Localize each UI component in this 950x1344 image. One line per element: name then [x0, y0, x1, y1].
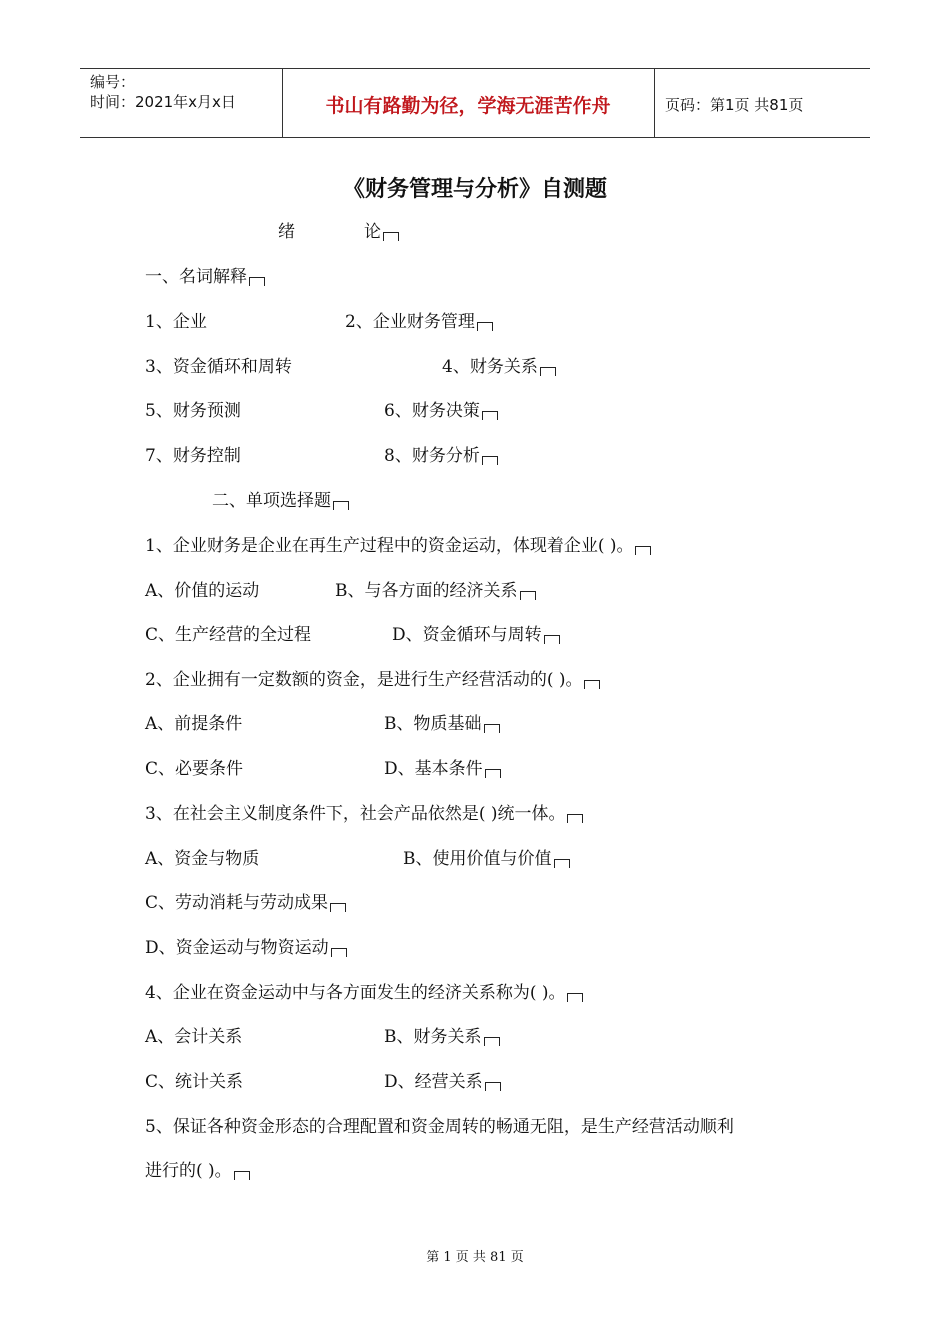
header-page-info: 页码：第1页 共81页 [665, 96, 804, 114]
document-time-label: 时间：2021年x月x日 [90, 93, 236, 111]
paragraph-mark-icon [567, 993, 583, 1002]
paragraph-mark-icon [485, 769, 501, 778]
paragraph-mark-icon [485, 1082, 501, 1091]
part2-heading: 二、单项选择题 [212, 490, 349, 512]
paragraph-mark-icon [484, 1037, 500, 1046]
page-footer: 第 1 页 共 81 页 [426, 1250, 524, 1265]
option-item: A、会计关系 [145, 1027, 243, 1047]
header-motto-cell [282, 69, 655, 137]
term-item: 6、财务决策 [384, 400, 498, 422]
option-item: D、资金循环与周转 [392, 624, 560, 646]
option-item: A、前提条件 [145, 714, 243, 734]
option-item: C、统计关系 [145, 1072, 244, 1092]
paragraph-mark-icon [234, 1171, 250, 1180]
option-item: D、资金运动与物资运动 [145, 937, 347, 959]
document-header [80, 68, 870, 138]
option-item: B、物质基础 [384, 713, 500, 735]
option-item: B、与各方面的经济关系 [335, 580, 536, 602]
question-stem: 4、企业在资金运动中与各方面发生的经济关系称为( )。 [145, 982, 583, 1004]
term-item: 7、财务控制 [145, 446, 241, 466]
paragraph-mark-icon [482, 411, 498, 420]
paragraph-mark-icon [482, 456, 498, 465]
term-item: 2、企业财务管理 [345, 311, 493, 333]
term-item: 1、企业 [145, 312, 207, 332]
paragraph-mark-icon [554, 859, 570, 868]
term-item: 5、财务预测 [145, 401, 241, 421]
paragraph-mark-icon [635, 546, 651, 555]
option-item: D、基本条件 [384, 758, 501, 780]
paragraph-mark-icon [484, 724, 500, 733]
question-stem-continued: 进行的( )。 [145, 1160, 250, 1182]
paragraph-mark-icon [249, 277, 265, 286]
header-motto: 书山有路勤为径，学海无涯苦作舟 [325, 95, 611, 117]
paragraph-mark-icon [584, 680, 600, 689]
paragraph-mark-icon [520, 591, 536, 600]
paragraph-mark-icon [330, 903, 346, 912]
option-item: A、价值的运动 [145, 581, 260, 601]
option-item: C、必要条件 [145, 759, 244, 779]
section-heading-right: 论 [364, 221, 399, 243]
paragraph-mark-icon [333, 501, 349, 510]
paragraph-mark-icon [477, 322, 493, 331]
term-item: 3、资金循环和周转 [145, 357, 292, 377]
question-stem: 3、在社会主义制度条件下，社会产品依然是( )统一体。 [145, 803, 583, 825]
paragraph-mark-icon [540, 367, 556, 376]
option-item: C、劳动消耗与劳动成果 [145, 892, 346, 914]
document-number-label: 编号： [90, 73, 136, 91]
paragraph-mark-icon [383, 232, 399, 241]
term-item: 4、财务关系 [442, 356, 556, 378]
term-item: 8、财务分析 [384, 445, 498, 467]
option-item: B、使用价值与价值 [403, 848, 570, 870]
document-title: 《财务管理与分析》自测题 [342, 177, 607, 202]
paragraph-mark-icon [544, 635, 560, 644]
question-stem: 2、企业拥有一定数额的资金，是进行生产经营活动的( )。 [145, 669, 600, 691]
header-meta-cell [80, 69, 283, 137]
header-page-cell [655, 69, 870, 137]
question-stem: 1、企业财务是企业在再生产过程中的资金运动，体现着企业( )。 [145, 535, 651, 557]
paragraph-mark-icon [331, 948, 347, 957]
option-item: A、资金与物质 [145, 849, 260, 869]
question-stem: 5、保证各种资金形态的合理配置和资金周转的畅通无阻，是生产经营活动顺利 [145, 1117, 734, 1137]
paragraph-mark-icon [567, 814, 583, 823]
option-item: B、财务关系 [384, 1026, 500, 1048]
section-heading-left: 绪 [278, 222, 295, 242]
option-item: D、经营关系 [384, 1071, 501, 1093]
option-item: C、生产经营的全过程 [145, 625, 312, 645]
part1-heading: 一、名词解释 [145, 266, 265, 288]
